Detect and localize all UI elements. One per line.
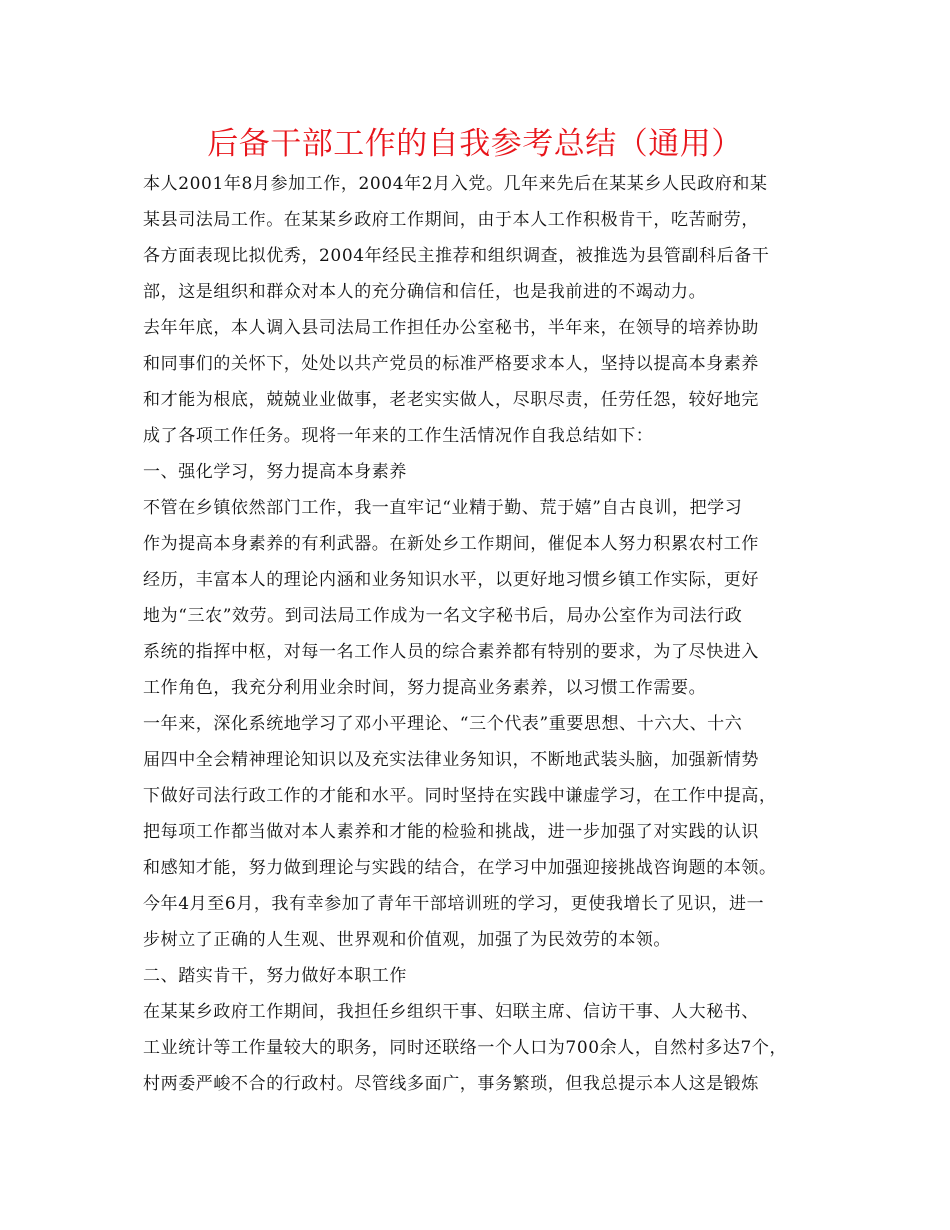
section-heading: 二、踏实肯干，努力做好本职工作 [143, 966, 407, 986]
body-line: 各方面表现比拟优秀，2004年经民主推荐和组织调查，被推选为县管副科后备干 [143, 246, 770, 266]
body-line: 和才能为根底，兢兢业业做事，老老实实做人，尽职尽责，任劳任怨，较好地完 [143, 390, 759, 410]
document-title: 后备干部工作的自我参考总结（通用） [207, 126, 743, 162]
body-line: 部，这是组织和群众对本人的充分确信和信任，也是我前进的不竭动力。 [143, 282, 707, 302]
body-line: 步树立了正确的人生观、世界观和价值观，加强了为民效劳的本领。 [143, 930, 671, 950]
body-line: 和感知才能，努力做到理论与实践的结合，在学习中加强迎接挑战咨询题的本领。 [143, 858, 777, 878]
body-line: 工作角色，我充分利用业余时间，努力提高业务素养，以习惯工作需要。 [143, 678, 707, 698]
body-line: 一年来，深化系统地学习了邓小平理论、“三个代表”重要思想、十六大、十六 [143, 714, 743, 734]
body-line: 不管在乡镇依然部门工作，我一直牢记“业精于勤、荒于嬉”自古良训，把学习 [143, 498, 743, 518]
body-line: 去年年底，本人调入县司法局工作担任办公室秘书，半年来，在领导的培养协助 [143, 318, 759, 338]
body-line: 经历，丰富本人的理论内涵和业务知识水平，以更好地习惯乡镇工作实际，更好 [143, 570, 759, 590]
body-line: 把每项工作都当做对本人素养和才能的检验和挑战，进一步加强了对实践的认识 [143, 822, 759, 842]
body-line: 下做好司法行政工作的才能和水平。同时坚持在实践中谦虚学习，在工作中提高， [143, 786, 777, 806]
body-line: 工业统计等工作量较大的职务，同时还联络一个人口为700余人，自然村多达7个， [143, 1038, 788, 1058]
body-line: 今年4月至6月，我有幸参加了青年干部培训班的学习，更使我增长了见识，进一 [143, 894, 765, 914]
body-line: 作为提高本身素养的有利武器。在新处乡工作期间，催促本人努力积累农村工作 [143, 534, 759, 554]
body-line: 成了各项工作任务。现将一年来的工作生活情况作自我总结如下： [143, 426, 654, 446]
body-line: 某县司法局工作。在某某乡政府工作期间，由于本人工作积极肯干，吃苦耐劳， [143, 210, 759, 230]
body-line: 届四中全会精神理论知识以及充实法律业务知识，不断地武装头脑，加强新情势 [143, 750, 759, 770]
section-heading: 一、强化学习，努力提高本身素养 [143, 462, 407, 482]
body-line: 和同事们的关怀下，处处以共产党员的标准严格要求本人，坚持以提高本身素养 [143, 354, 759, 374]
body-line: 本人2001年8月参加工作，2004年2月入党。几年来先后在某某乡人民政府和某 [143, 174, 768, 194]
body-line: 地为“三农”效劳。到司法局工作成为一名文字秘书后，局办公室作为司法行政 [143, 606, 743, 626]
body-line: 村两委严峻不合的行政村。尽管线多面广，事务繁琐，但我总提示本人这是锻炼 [143, 1074, 759, 1094]
body-line: 系统的指挥中枢，对每一名工作人员的综合素养都有特别的要求，为了尽快进入 [143, 642, 759, 662]
body-line: 在某某乡政府工作期间，我担任乡组织干事、妇联主席、信访干事、人大秘书、 [143, 1002, 759, 1022]
